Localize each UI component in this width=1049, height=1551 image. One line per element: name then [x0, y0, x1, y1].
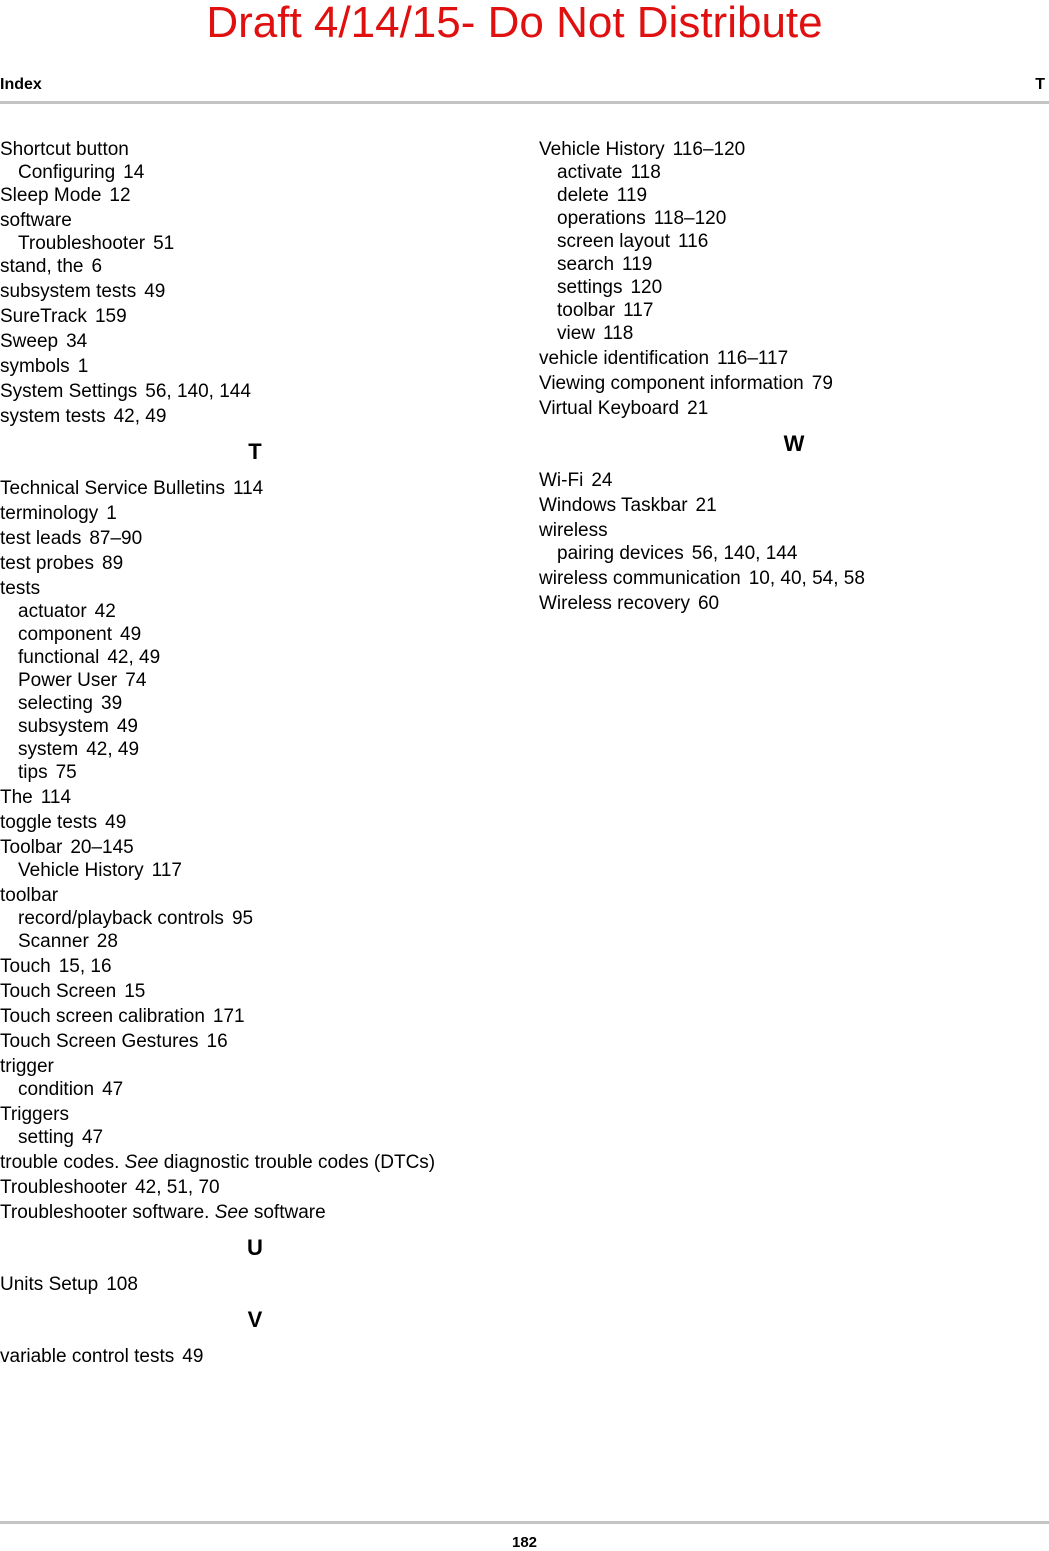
page-ref[interactable]: 87–90 [89, 528, 143, 549]
index-entry [0, 209, 500, 232]
index-term: setting [18, 1127, 74, 1148]
index-term: wireless communication [539, 568, 741, 589]
index-term: Troubleshooter software. [0, 1202, 210, 1223]
page-ref[interactable]: 10, 40, 54, 58 [748, 568, 865, 589]
page-ref[interactable]: 15 [124, 981, 146, 1002]
draft-watermark: Draft 4/14/15- Do Not Distribute [206, 0, 823, 47]
index-entry [0, 380, 500, 403]
index-entry [0, 477, 500, 500]
page-ref[interactable]: 118 [630, 162, 661, 183]
page-ref[interactable]: 108 [106, 1274, 138, 1295]
page-ref[interactable]: 171 [212, 1006, 245, 1027]
page-ref[interactable]: 89 [102, 553, 124, 574]
index-subentry [0, 600, 500, 623]
page-ref[interactable]: 39 [101, 693, 123, 714]
page-ref[interactable]: 42, 49 [113, 406, 167, 427]
page-ref[interactable]: 116–120 [672, 139, 746, 160]
index-entry [0, 1345, 500, 1368]
index-term: Touch [0, 956, 51, 977]
index-term: view [557, 323, 596, 344]
running-header-title: Index [0, 76, 42, 93]
index-term: tips [18, 762, 48, 783]
index-entry [0, 980, 500, 1003]
index-entry [0, 884, 500, 907]
index-entry [539, 519, 1039, 542]
index-subentry [0, 1126, 500, 1149]
page-ref[interactable]: 42, 51, 70 [135, 1177, 220, 1198]
index-term: pairing devices [557, 543, 684, 564]
index-entry [539, 397, 1039, 420]
page-ref[interactable]: 12 [109, 185, 131, 206]
page-ref[interactable]: 75 [55, 762, 77, 783]
index-entry [0, 1273, 500, 1296]
index-term: Toolbar [0, 837, 63, 858]
page-ref[interactable]: 114 [40, 787, 72, 808]
index-entry [539, 372, 1039, 395]
index-term: Scanner [18, 931, 89, 952]
index-column-right [539, 138, 1039, 617]
index-term: Sweep [0, 331, 59, 352]
index-entry [0, 1055, 500, 1078]
index-term: subsystem tests [0, 281, 137, 302]
index-entry [0, 577, 500, 600]
index-term: software [0, 210, 72, 231]
header-rule [0, 101, 1049, 104]
section-letter-v: V [247, 1307, 263, 1332]
index-subentry [539, 299, 1039, 322]
cross-reference-link[interactable]: software [253, 1202, 326, 1223]
index-subentry [539, 207, 1039, 230]
index-subentry [539, 184, 1039, 207]
page-ref[interactable]: 42, 49 [107, 647, 161, 668]
index-term: trouble codes. [0, 1152, 120, 1173]
index-entry [539, 494, 1039, 517]
index-subentry [0, 930, 500, 953]
index-entry [0, 836, 500, 859]
index-subentry [539, 161, 1039, 184]
index-term: System Settings [0, 381, 138, 402]
page-ref[interactable]: 51 [153, 233, 175, 254]
index-entry [0, 786, 500, 809]
page-ref[interactable]: 20–145 [70, 837, 134, 858]
index-term: Viewing component information [539, 373, 804, 394]
index-entry [0, 1176, 500, 1199]
index-term: Shortcut button [0, 139, 129, 160]
page-ref[interactable]: 95 [231, 908, 254, 929]
index-subentry [539, 542, 1039, 565]
page-ref[interactable]: 47 [102, 1079, 124, 1100]
index-term: condition [18, 1079, 95, 1100]
index-term: toolbar [557, 300, 616, 321]
index-entry [0, 330, 500, 353]
index-subentry [0, 646, 500, 669]
index-term: test probes [0, 553, 94, 574]
index-term: Vehicle History [18, 860, 144, 881]
index-entry [0, 255, 500, 278]
index-subentry [539, 253, 1039, 276]
page-ref[interactable]: 116 [678, 231, 709, 252]
index-term: SureTrack [0, 306, 87, 327]
page-ref[interactable]: 16 [206, 1031, 228, 1052]
page-ref[interactable]: 119 [616, 185, 648, 206]
index-term: test leads [0, 528, 82, 549]
section-letter-u: U [247, 1235, 263, 1260]
page-ref[interactable]: 15, 16 [58, 956, 112, 977]
index-term: toolbar [0, 885, 59, 906]
page-ref[interactable]: 117 [151, 860, 182, 881]
index-term: Units Setup [0, 1274, 99, 1295]
index-term: Troubleshooter [18, 233, 146, 254]
index-entry [0, 527, 500, 550]
index-term: actuator [18, 601, 87, 622]
index-subentry [0, 761, 500, 784]
index-entry [0, 1201, 500, 1224]
page-ref[interactable]: 49 [116, 716, 138, 737]
index-subentry [539, 276, 1039, 299]
index-term: Wi-Fi [539, 470, 584, 491]
index-term: Windows Taskbar [539, 495, 688, 516]
page-ref[interactable]: 118 [603, 323, 634, 344]
see-reference-label: See [214, 1202, 249, 1223]
index-entry [0, 138, 500, 161]
index-entry [539, 469, 1039, 492]
page-ref[interactable]: 21 [695, 495, 717, 516]
index-term: stand, the [0, 256, 84, 277]
page-ref[interactable]: 60 [697, 593, 720, 614]
page-ref[interactable]: 42, 49 [86, 739, 140, 760]
page-ref[interactable]: 24 [591, 470, 613, 491]
index-term: tests [0, 578, 41, 599]
index-term: Technical Service Bulletins [0, 478, 225, 499]
index-subentry [0, 161, 500, 184]
index-subentry [0, 738, 500, 761]
index-term: vehicle identification [539, 348, 710, 369]
page-number: 182 [511, 1534, 538, 1551]
index-term: system tests [0, 406, 106, 427]
index-entry [0, 1005, 500, 1028]
page-ref[interactable]: 120 [630, 277, 663, 298]
index-term: system [18, 739, 79, 760]
index-subentry [0, 859, 500, 882]
index-term: wireless [539, 520, 608, 541]
index-term: Virtual Keyboard [539, 398, 680, 419]
index-term: subsystem [18, 716, 109, 737]
index-entry [0, 502, 500, 525]
index-term: toggle tests [0, 812, 98, 833]
see-reference-label: See [124, 1152, 159, 1173]
page-ref[interactable]: 79 [811, 373, 833, 394]
index-entry [0, 955, 500, 978]
index-entry [539, 567, 1039, 590]
page-ref[interactable]: 1 [77, 356, 89, 377]
index-term: The [0, 787, 33, 808]
page-ref[interactable]: 114 [232, 478, 264, 499]
page-ref[interactable]: 119 [622, 254, 653, 275]
section-letter-w: W [783, 431, 805, 456]
page-ref[interactable]: 49 [105, 812, 127, 833]
index-term: trigger [0, 1056, 54, 1077]
index-entry [539, 138, 1039, 161]
index-subentry [0, 232, 500, 255]
index-subentry [0, 1078, 500, 1101]
index-term: activate [557, 162, 623, 183]
index-subentry [0, 715, 500, 738]
index-term: settings [557, 277, 623, 298]
page-ref[interactable]: 74 [125, 670, 147, 691]
index-entry [0, 280, 500, 303]
page-ref[interactable]: 1 [106, 503, 117, 524]
index-term: selecting [18, 693, 93, 714]
page-ref[interactable]: 21 [687, 398, 709, 419]
cross-reference-link[interactable]: diagnostic trouble codes (DTCs) [163, 1152, 436, 1173]
section-letter-t: T [248, 439, 262, 464]
index-term: terminology [0, 503, 99, 524]
page-ref[interactable]: 47 [81, 1127, 104, 1148]
index-term: variable control tests [0, 1346, 175, 1367]
index-term: search [557, 254, 615, 275]
index-term: Touch Screen Gestures [0, 1031, 199, 1052]
page-ref[interactable]: 28 [96, 931, 118, 952]
running-header-letter: T [1035, 76, 1045, 93]
index-term: Triggers [0, 1104, 69, 1125]
index-entry [0, 811, 500, 834]
index-term: Power User [18, 670, 118, 691]
index-term: Wireless recovery [539, 593, 690, 614]
index-term: Touch screen calibration [0, 1006, 205, 1027]
index-entry [0, 405, 500, 428]
index-subentry [0, 907, 500, 930]
index-term: functional [18, 647, 100, 668]
index-term: symbols [0, 356, 70, 377]
page-ref[interactable]: 159 [94, 306, 127, 327]
index-term: Touch Screen [0, 981, 117, 1002]
index-term: Troubleshooter [0, 1177, 128, 1198]
page-ref[interactable]: 42 [94, 601, 116, 622]
page-ref[interactable]: 6 [91, 256, 103, 277]
index-subentry [539, 230, 1039, 253]
page-ref[interactable]: 56, 140, 144 [145, 381, 251, 402]
index-term: component [18, 624, 113, 645]
index-entry [0, 355, 500, 378]
index-entry [0, 1103, 500, 1126]
index-entry [0, 1151, 500, 1174]
index-term: Configuring [18, 162, 116, 183]
index-term: Vehicle History [539, 139, 665, 160]
index-term: operations [557, 208, 646, 229]
page-ref[interactable]: 118–120 [653, 208, 727, 229]
index-subentry [0, 623, 500, 646]
page-ref[interactable]: 49 [144, 281, 166, 302]
index-term: delete [557, 185, 609, 206]
page-ref[interactable]: 56, 140, 144 [691, 543, 798, 564]
page-ref[interactable]: 116–117 [717, 348, 789, 369]
index-subentry [0, 669, 500, 692]
page-ref[interactable]: 49 [120, 624, 142, 645]
index-subentry [0, 692, 500, 715]
page-ref[interactable]: 117 [623, 300, 654, 321]
index-entry [0, 184, 500, 207]
page-ref[interactable]: 14 [123, 162, 145, 183]
page-ref[interactable]: 49 [182, 1346, 204, 1367]
index-term: record/playback controls [18, 908, 224, 929]
footer-rule [0, 1521, 1049, 1524]
index-term: screen layout [557, 231, 671, 252]
index-entry [539, 347, 1039, 370]
index-term: Sleep Mode [0, 185, 102, 206]
index-column-left [0, 138, 500, 1370]
page-ref[interactable]: 34 [66, 331, 88, 352]
index-entry [0, 552, 500, 575]
index-entry [0, 1030, 500, 1053]
index-subentry [539, 322, 1039, 345]
index-entry [0, 305, 500, 328]
index-entry [539, 592, 1039, 615]
